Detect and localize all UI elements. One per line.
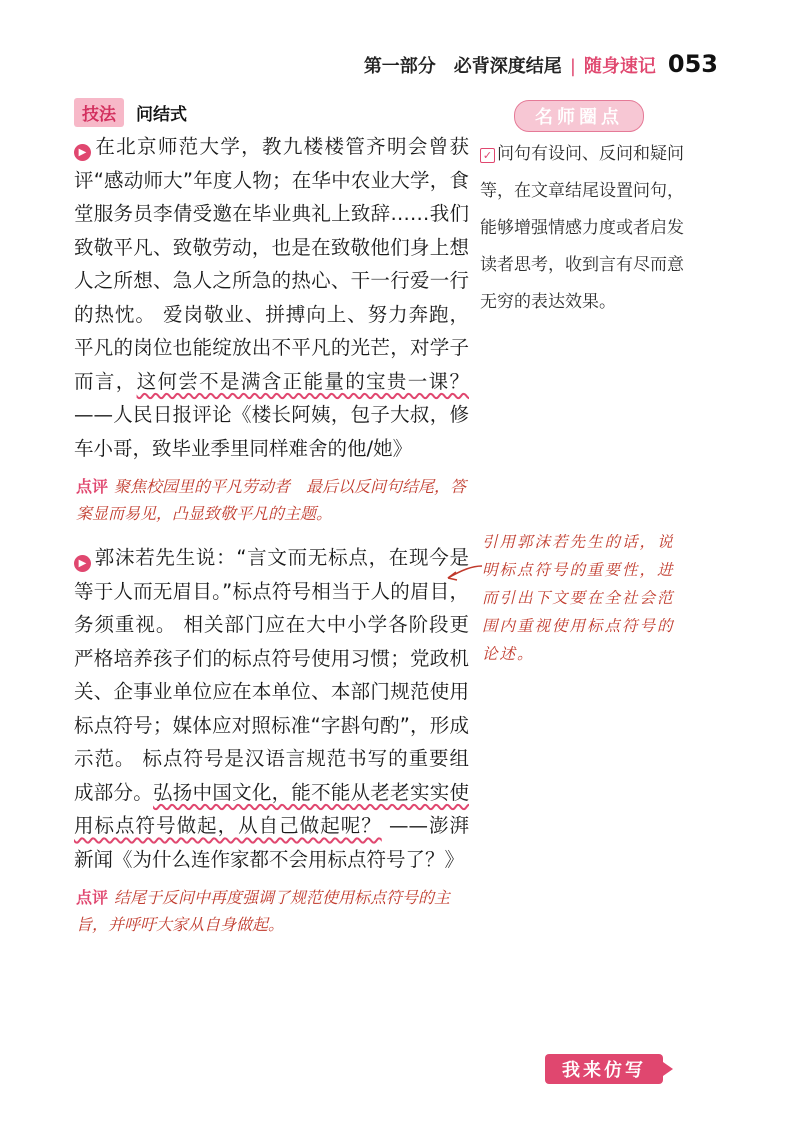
review-1-tag: 点评 bbox=[76, 477, 109, 496]
passage-1-text: 在北京师范大学，教九楼楼管齐明会曾获评“感动师大”年度人物；在华中农业大学，食堂服务员李倩受邀在毕业典礼上致辞……我们致敬平凡、致敬劳动，也是在致敬他们身上想人之所想、急人之所急的热心、干一行爱一行的热忱。 爱岗敬业、拼搏向上、努力奔跑，平凡的岗位也能绽放出不平凡的光芒，对学子而言， bbox=[74, 135, 469, 393]
passage-1-source: ——人民日报评论《楼长阿姨，包子大叔，修车小哥，致毕业季里同样难舍的他/她》 bbox=[74, 403, 469, 460]
passage-1 bbox=[74, 130, 469, 465]
main-column bbox=[74, 130, 469, 952]
teacher-notes-badge: 名师圈点 bbox=[514, 100, 644, 132]
review-2 bbox=[76, 884, 469, 938]
imitate-writing-badge: 我来仿写 bbox=[545, 1054, 663, 1084]
passage-2-source: ——澎湃新闻《为什么连作家都不会用标点符号了？》 bbox=[74, 814, 469, 871]
annotation-arrow-icon bbox=[440, 560, 485, 590]
side-annotation: 引用郭沫若先生的话，说明标点符号的重要性，进而引出下文要在全社会范围内重视使用标点符号的论述。 bbox=[482, 533, 675, 663]
play-bullet-icon: ▶ bbox=[74, 144, 91, 161]
technique-badge: 技法 bbox=[74, 98, 124, 127]
passage-2 bbox=[74, 541, 469, 876]
section-title: 第一部分 必背深度结尾 bbox=[363, 56, 562, 77]
page-header bbox=[364, 50, 718, 78]
review-1 bbox=[76, 473, 469, 527]
checkbox-icon: ✓ bbox=[480, 148, 495, 163]
passage-2-highlight: 弘扬中国文化，能不能从老老实实使用标点符号做起，从自己做起呢？ bbox=[74, 780, 469, 837]
teacher-note bbox=[480, 136, 685, 321]
review-2-text: 结尾于反问中再度强调了规范使用标点符号的主旨，并呼吁大家从自身做起。 bbox=[76, 888, 451, 934]
technique-heading bbox=[74, 98, 187, 127]
passage-2-text: 郭沫若先生说：“言文而无标点，在现今是等于人而无眉目。”标点符号相当于人的眉目，务须重视。 相关部门应在大中小学各阶段更严格培养孩子们的标点符号使用习惯；党政机关、企事业单位应在本单位、本部门规范使用标点符号；媒体应对照标准“字斟句酌”，形成示范。 标点符号是汉语言规范书写的重要组成部分。 bbox=[74, 546, 469, 804]
quick-notes-label: 随身速记 bbox=[583, 56, 656, 77]
page-number: 053 bbox=[667, 50, 718, 78]
review-2-tag: 点评 bbox=[76, 888, 109, 907]
header-separator: | bbox=[569, 56, 576, 77]
passage-1-highlight: 这何尝不是满含正能量的宝贵一课？ bbox=[136, 369, 469, 393]
teacher-note-text: 问句有设问、反问和疑问等，在文章结尾设置问句，能够增强情感力度或者启发读者思考，收到言有尽而意无穷的表达效果。 bbox=[480, 144, 684, 312]
technique-name: 问结式 bbox=[136, 105, 187, 125]
review-1-text: 聚焦校园里的平凡劳动者 最后以反问句结尾，答案显而易见，凸显致敬平凡的主题。 bbox=[76, 477, 467, 523]
play-bullet-icon: ▶ bbox=[74, 555, 91, 572]
